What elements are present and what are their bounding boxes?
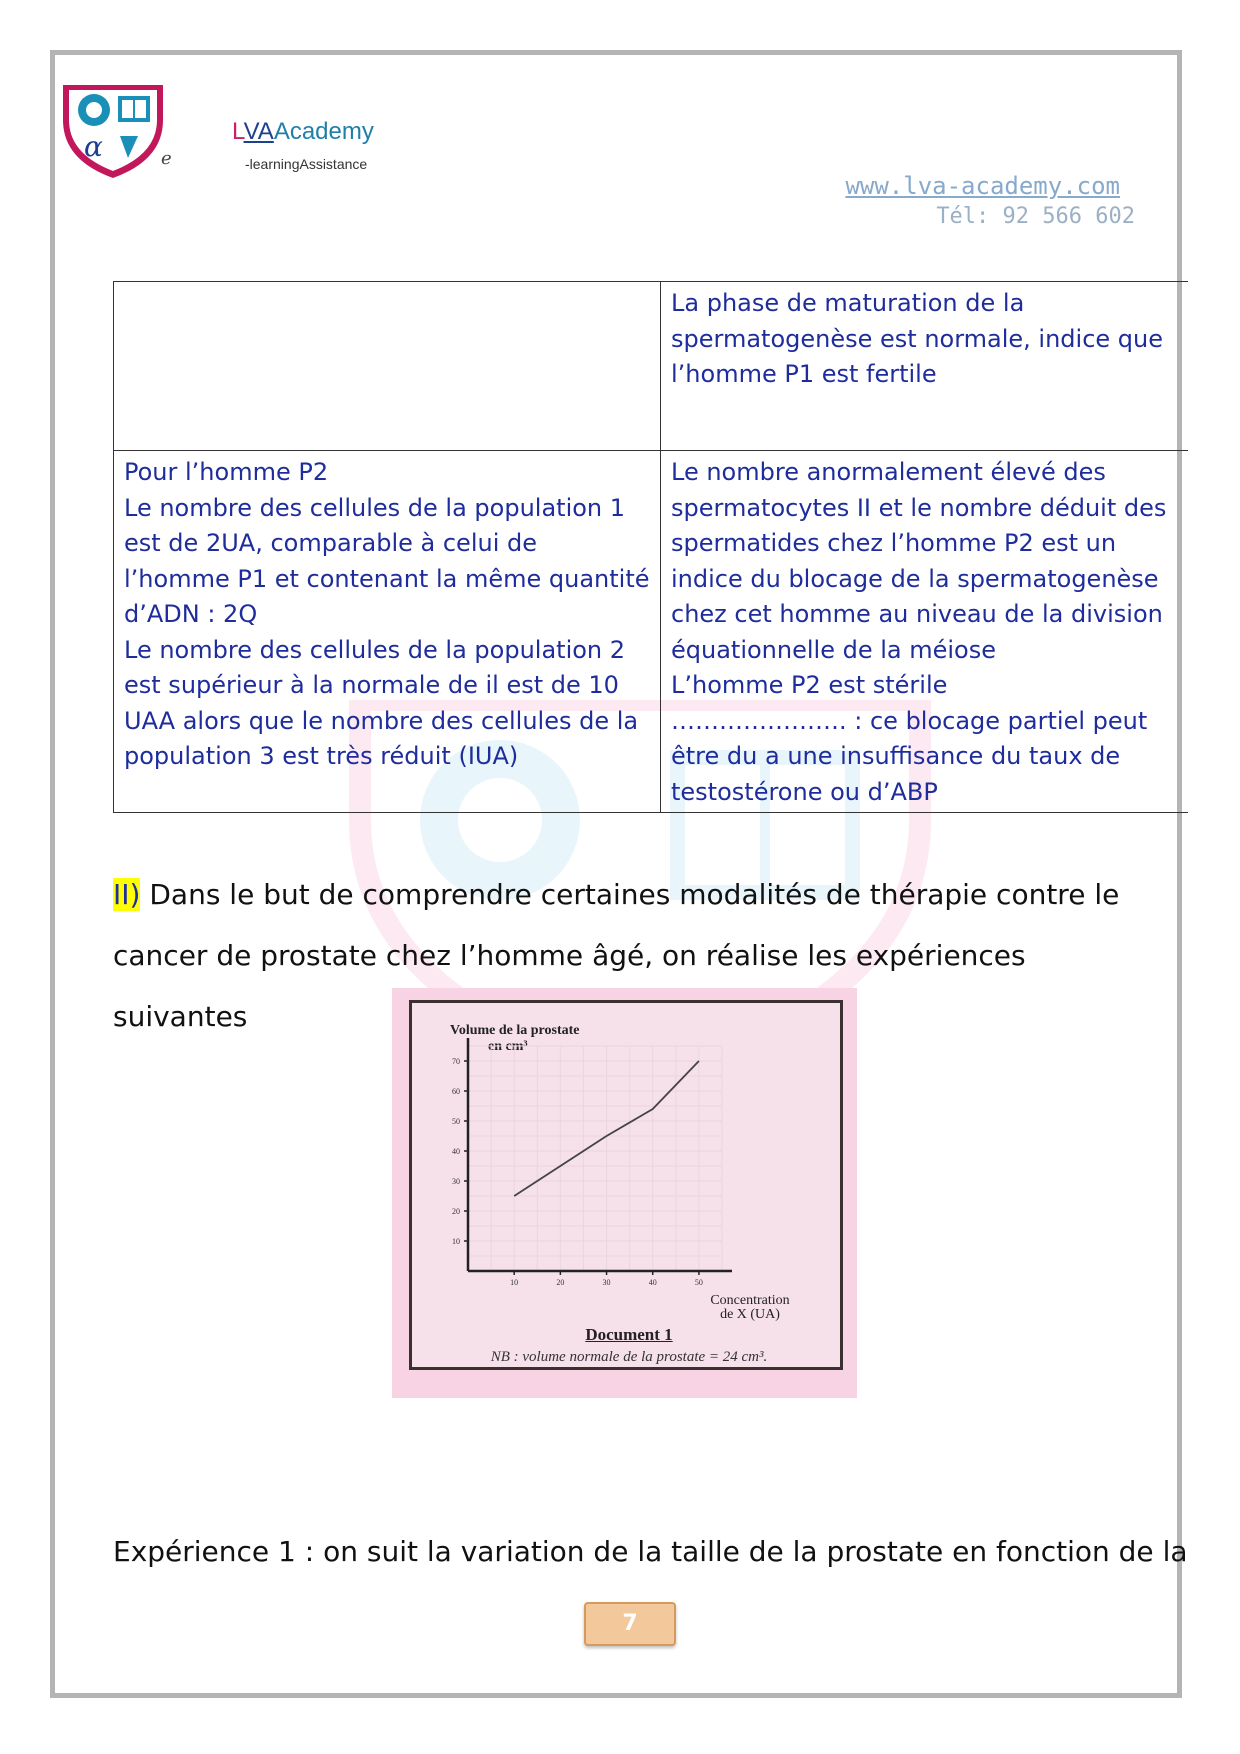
cell-paragraph: Le nombre des cellules de la population 2 est supérieur à la normale de il est de 10 UAA alors que le nombre des cellules de la population 3 est très réduit (IUA) <box>124 635 639 770</box>
figure-frame <box>409 1000 843 1370</box>
brand-name: LVAAcademy <box>232 118 374 145</box>
cell-paragraph: Le nombre des cellules de la population 1 est de 2UA, comparable à celui de l’homme P1 et contenant la même quantité d’ADN : 2Q <box>124 493 650 628</box>
x-tick-label: 50 <box>694 1278 703 1287</box>
table-cell: La phase de maturation de la spermatogenèse est normale, indice que l’homme P1 est fertile <box>661 282 1189 451</box>
brand-e-mark: e <box>161 148 172 169</box>
y-tick-label: 50 <box>452 1117 460 1126</box>
lva-logo <box>58 80 168 180</box>
x-tick-label: 10 <box>510 1278 519 1287</box>
y-tick-label: 30 <box>452 1177 460 1186</box>
y-tick-label: 20 <box>452 1207 460 1216</box>
y-tick-label: 10 <box>452 1237 460 1246</box>
y-tick-label: 40 <box>452 1147 460 1156</box>
website-link[interactable]: www.lva-academy.com <box>845 172 1120 200</box>
x-tick-label: 20 <box>556 1278 565 1287</box>
y-axis-title: Volume de la prostate en cm³ <box>450 1023 580 1054</box>
brand-tagline: -learningAssistance <box>245 156 368 172</box>
figure-note: NB : volume normale de la prostate = 24 cm³. <box>490 1349 768 1365</box>
line-chart <box>412 1003 846 1333</box>
experience-text: Expérience 1 : on suit la variation de la taille de la prostate en fonction de la <box>113 1535 1188 1568</box>
table-cell <box>661 451 1189 813</box>
x-axis-title: Concentration de X (UA) <box>710 1293 790 1322</box>
document-1-figure <box>392 988 857 1398</box>
y-tick-label: 70 <box>452 1057 460 1066</box>
x-tick-label: 30 <box>602 1278 611 1287</box>
cell-paragraph: Le nombre anormalement élevé des spermatocytes II et le nombre déduit des spermatides chez l’homme P2 est un indice du blocage de la spermatogenèse chez cet homme au niveau de la division équationnelle de la méiose <box>671 458 1167 664</box>
phone-number: Tél: 92 566 602 <box>936 204 1135 229</box>
svg-text:α: α <box>84 130 103 163</box>
cell-paragraph: Pour l’homme P2 <box>124 458 329 486</box>
question-body: Dans le but de comprendre certaines modalités de thérapie contre le cancer de prostate chez l’homme âgé, on réalise les expériences suivantes <box>113 878 1120 1033</box>
table-cell <box>114 282 661 451</box>
document-label: Document 1 <box>585 1325 673 1344</box>
table-row <box>114 282 1189 451</box>
cell-paragraph: …………………. : ce blocage partiel peut être du a une insuffisance du taux de testostérone ou d’ABP <box>671 706 1148 806</box>
table-row <box>114 451 1189 813</box>
cell-paragraph: L’homme P2 est stérile <box>671 671 948 699</box>
question-number: II) <box>113 878 141 911</box>
x-tick-label: 40 <box>648 1278 657 1287</box>
y-tick-label: 60 <box>452 1087 460 1096</box>
page-number: 7 <box>584 1602 676 1646</box>
answer-table <box>113 281 1188 813</box>
table-cell <box>114 451 661 813</box>
